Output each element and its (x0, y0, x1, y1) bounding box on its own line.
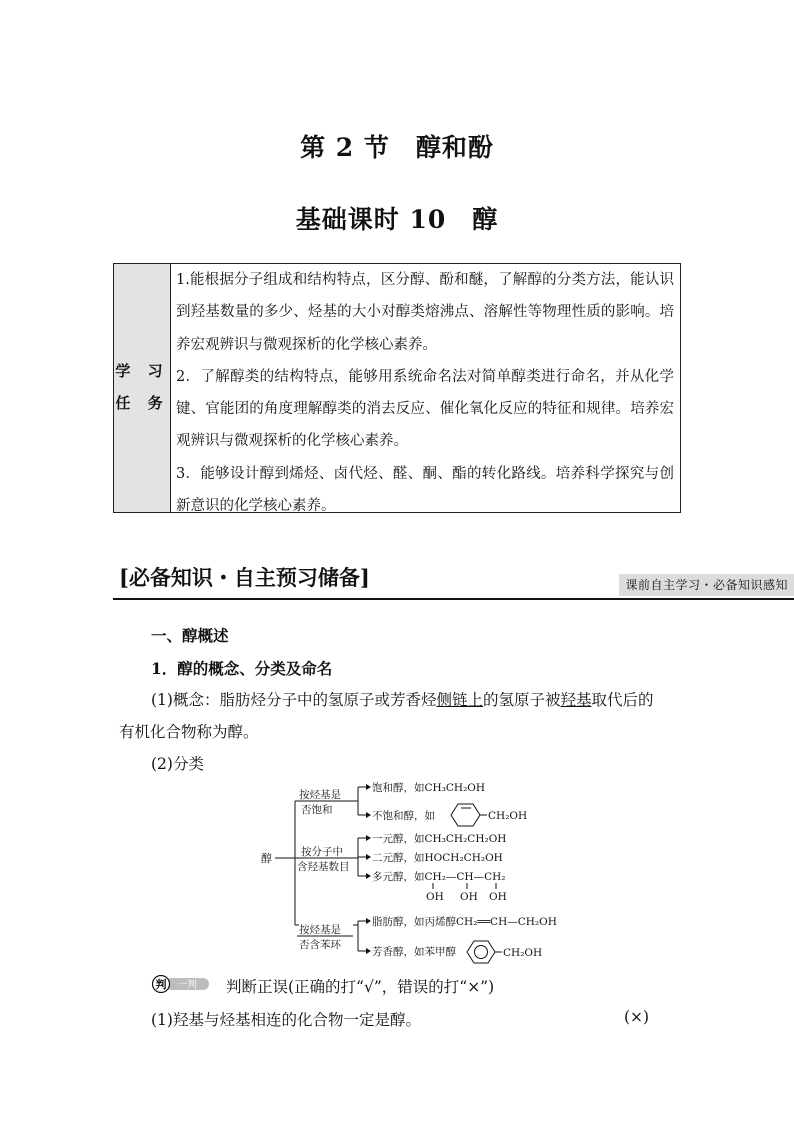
judge-badge-icon (151, 975, 211, 993)
benzene-ring-icon (467, 941, 502, 963)
definition-underline-2: 羟基 (560, 691, 592, 709)
task-label-cell (114, 264, 171, 512)
g2-item-poly: 多元醇，如CH₂—CH—CH₂ (372, 871, 506, 883)
cyclohexenyl-ring-icon (451, 804, 487, 826)
g3-item-aromatic-tail: CH₂OH (503, 947, 543, 959)
question-1: (1)羟基与烃基相连的化合物一定是醇。 (151, 1011, 421, 1029)
g2-oh-2: OH (460, 891, 478, 903)
judge-instruction: 判断正误(正确的打“√”，错误的打“×”) (226, 978, 495, 996)
g3-item-aliphatic: 脂肪醇，如丙烯醇CH₂══CH—CH₂OH (372, 916, 557, 928)
heading-overview: 一、醇概述 (151, 626, 229, 645)
question-1-answer: (×) (624, 1008, 650, 1026)
section-tag: 课前自主学习・必备知识感知 (619, 574, 794, 596)
definition-middle: 的氢原子被 (482, 691, 561, 709)
chapter-title: 第 2 节 醇和酚 (300, 133, 494, 162)
task-item-2: 2．了解醇类的结构特点，能够用系统命名法对简单醇类进行命名，并从化学键、官能团的角度理解醇类的消去反应、催化氧化反应的特征和规律。培养宏观辨识与微观探析的化学核心素养。 (176, 368, 674, 450)
g3-item-aromatic: 芳香醇，如苯甲醇 (372, 946, 456, 958)
g3-label-b: 否含苯环 (299, 939, 341, 951)
task-body (176, 264, 674, 522)
classification-diagram (255, 775, 585, 965)
g2-oh-3: OH (489, 891, 507, 903)
g2-item-di: 二元醇，如HOCH₂CH₂OH (372, 852, 503, 864)
diagram-root: 醇 (261, 852, 272, 865)
definition-line-1 (151, 688, 654, 710)
definition-line-2: 有机化合物称为醇。 (119, 723, 259, 741)
definition-suffix: 取代后的 (591, 691, 654, 709)
task-item-3: 3．能够设计醇到烯烃、卤代烃、醛、酮、酯的转化路线。培养科学探究与创新意识的化学核心素养。 (176, 465, 674, 515)
task-item-1: 1.能根据分子组成和结构特点，区分醇、酚和醚，了解醇的分类方法，能认识到羟基数量的多少、烃基的大小对醇类熔沸点、溶解性等物理性质的影响。培养宏观辨识与微观探析的化学核心素养。 (176, 272, 674, 353)
judge-badge-text: 一判 (177, 980, 197, 991)
task-label-line2: 任 务 (115, 394, 169, 412)
definition-prefix: (1)概念：脂肪烃分子中的氢原子或芳香烃 (151, 691, 437, 709)
section-bar (113, 558, 794, 600)
g1-label-b: 否饱和 (301, 804, 333, 816)
classification-label: (2)分类 (151, 755, 204, 773)
g1-item-unsaturated-tail: CH₂OH (488, 810, 528, 822)
task-label-line1: 学 习 (115, 362, 169, 380)
g2-label-a: 按分子中 (301, 846, 343, 858)
g1-item-unsaturated: 不饱和醇，如 (372, 810, 435, 822)
g3-label-a: 按烃基是 (299, 924, 341, 936)
g2-item-mono: 一元醇，如CH₃CH₂CH₂OH (372, 833, 507, 845)
g1-item-saturated: 饱和醇，如CH₃CH₂OH (372, 782, 486, 794)
learning-task-table (113, 263, 681, 513)
lesson-title: 基础课时 10 醇 (295, 205, 499, 234)
section-heading: [必备知识・自主预习储备] (119, 565, 370, 590)
g2-label-b: 含羟基数目 (297, 861, 350, 873)
definition-underline-1: 侧链上 (436, 691, 483, 709)
heading-concept: 1．醇的概念、分类及命名 (151, 659, 333, 678)
g1-label-a: 按烃基是 (299, 789, 341, 801)
judge-badge-char: 判 (155, 978, 167, 991)
g2-oh-1: OH (426, 891, 444, 903)
